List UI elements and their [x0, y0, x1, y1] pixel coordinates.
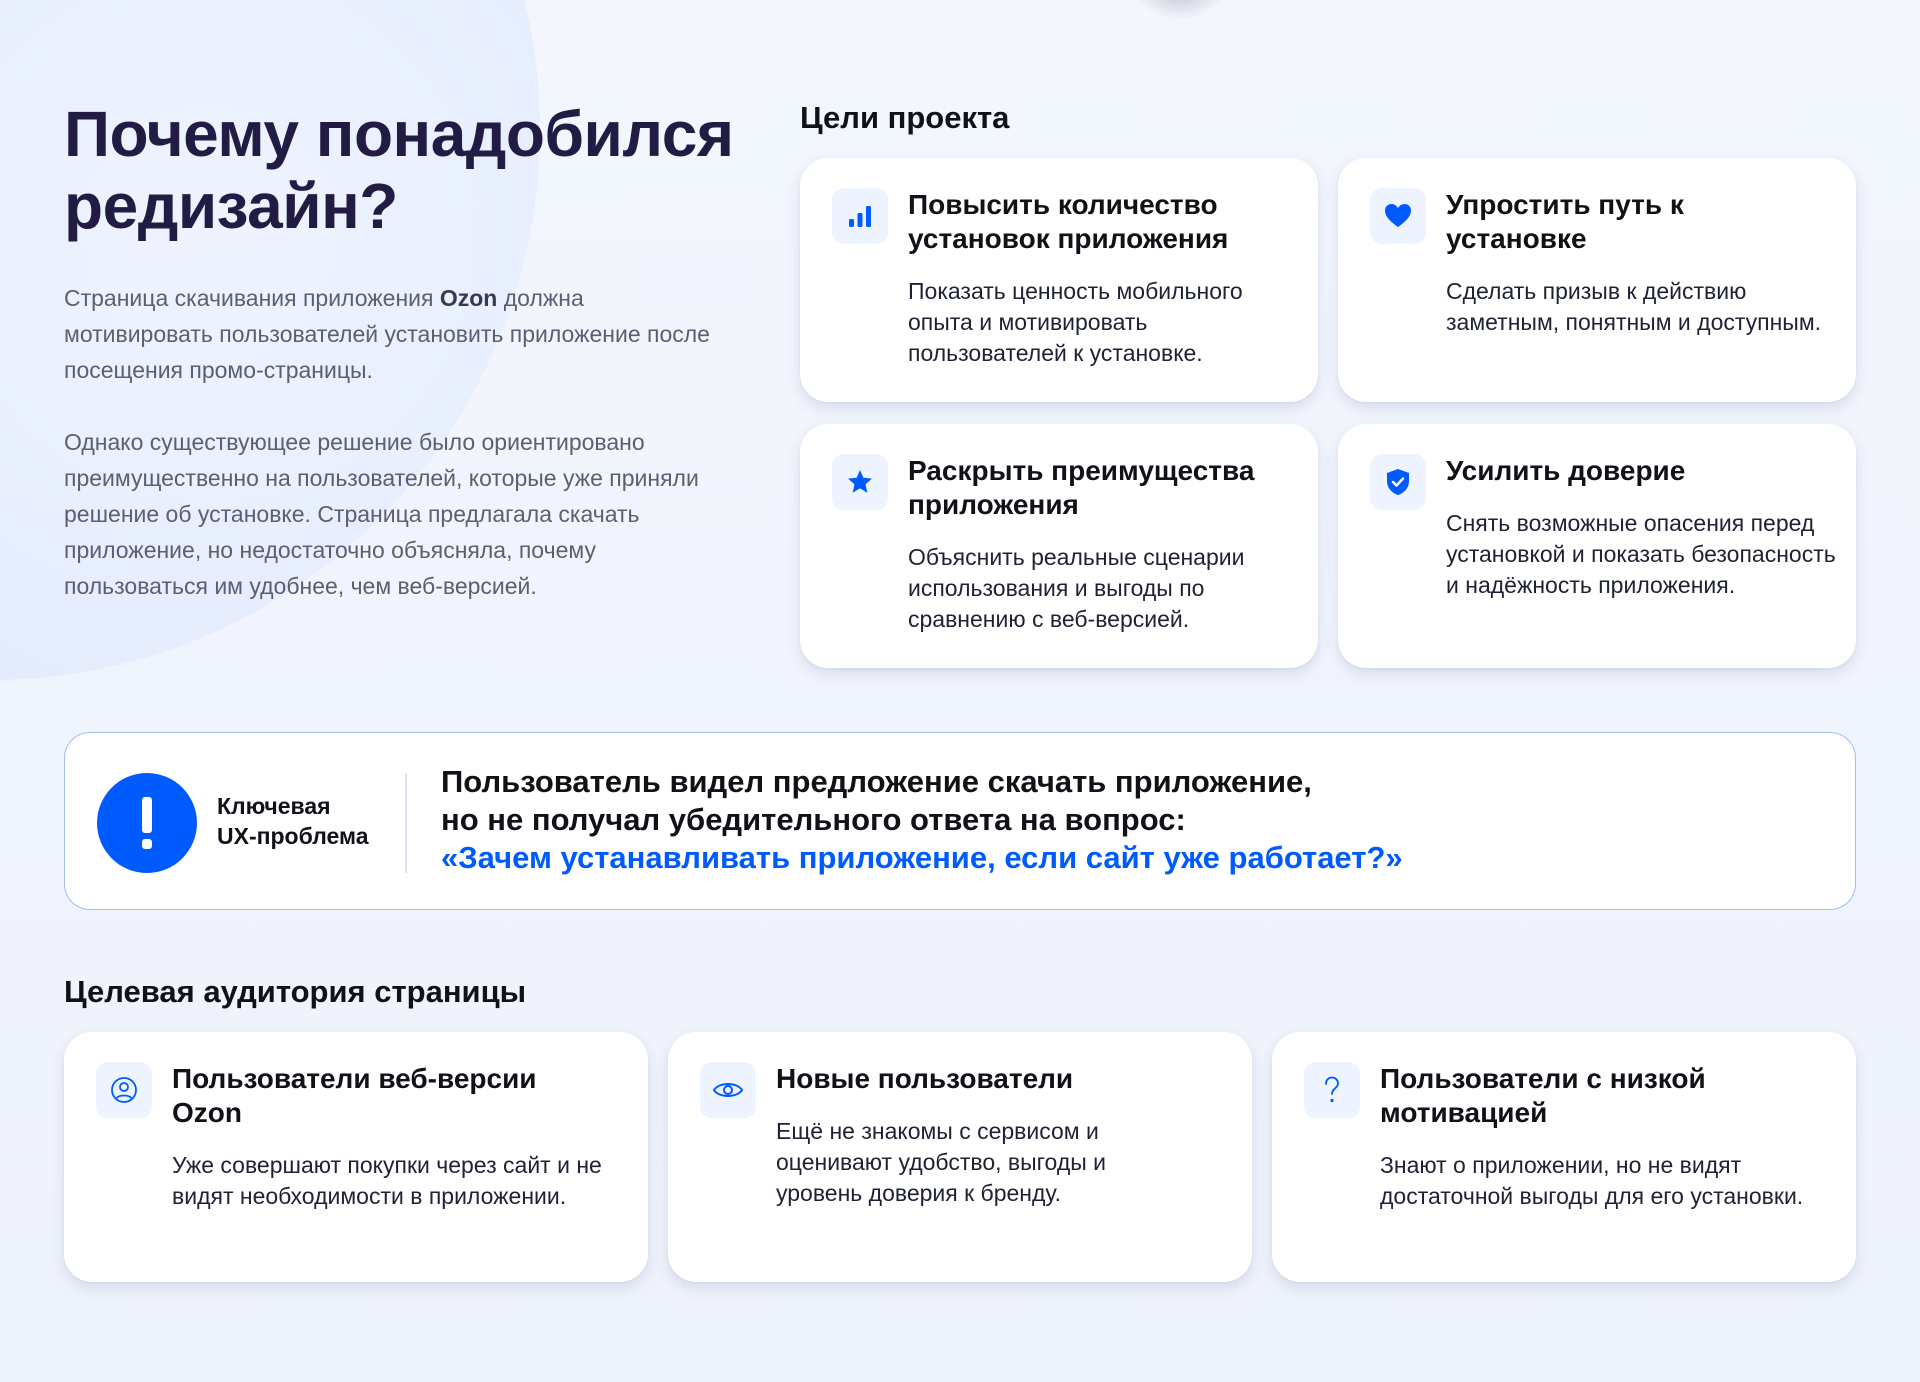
page-title [64, 98, 764, 242]
intro-paragraph: Однако существующее решение было ориентировано преимущественно на пользователей, которые уже приняли решение об установке. Страница предлагала скачать приложение, но недостаточно объясняла, почему пользоваться им удобнее, чем веб-версией. [64, 429, 699, 599]
audience-description: Ещё не знакомы с сервисом и оценивают удобство, выгоды и уровень доверия к бренду. [776, 1118, 1107, 1206]
intro-text [64, 280, 724, 604]
goal-card-simplify [1338, 158, 1856, 402]
audience-heading: Целевая аудитория страницы [64, 974, 527, 1009]
goal-card-installs [800, 158, 1318, 402]
intro-text-part: Страница скачивания приложения [64, 285, 440, 311]
page-title-line: редизайн? [64, 170, 398, 242]
problem-label [217, 791, 417, 851]
goal-description: Снять возможные опасения перед установкой и показать безопасность и надёжность приложения. [1446, 510, 1836, 598]
audience-card-web-users [64, 1032, 648, 1282]
intro-text-part: должна мотивировать пользователей установить приложение после посещения промо-страницы. [64, 285, 710, 383]
exclamation-icon [97, 773, 197, 873]
goal-title: Усилить доверие [1446, 455, 1686, 486]
problem-statement [441, 763, 1821, 877]
goal-title: Повысить количество установок приложения [908, 189, 1229, 254]
intro-paragraph [64, 280, 724, 388]
goal-description: Показать ценность мобильного опыта и мотивировать пользователей к установке. [908, 278, 1243, 366]
goal-card-trust [1338, 424, 1856, 668]
goal-description: Сделать призыв к действию заметным, понятным и доступным. [1446, 278, 1822, 335]
user-icon [96, 1062, 152, 1118]
shield-check-icon [1370, 454, 1426, 510]
question-icon [1304, 1062, 1360, 1118]
goal-card-benefits [800, 424, 1318, 668]
audience-card-low-motivation [1272, 1032, 1856, 1282]
star-icon [832, 454, 888, 510]
goal-description: Объяснить реальные сценарии использования и выгоды по сравнению с веб-версией. [908, 544, 1245, 632]
goal-title: Раскрыть преимущества приложения [908, 455, 1255, 520]
problem-line: Пользователь видел предложение скачать приложение, [441, 764, 1312, 799]
audience-title: Пользователи с низкой мотивацией [1380, 1063, 1706, 1128]
problem-label-line: Ключевая [217, 793, 331, 819]
problem-question: «Зачем устанавливать приложение, если сайт уже работает?» [441, 840, 1403, 875]
goals-heading: Цели проекта [800, 100, 1010, 135]
brand-name: Ozon [439, 285, 498, 311]
problem-line: но не получал убедительного ответа на вопрос: [441, 802, 1186, 837]
heart-icon [1370, 188, 1426, 244]
eye-icon [700, 1062, 756, 1118]
key-ux-problem-banner [64, 732, 1856, 910]
divider [405, 773, 407, 873]
audience-title: Новые пользователи [776, 1063, 1074, 1094]
audience-description: Уже совершают покупки через сайт и не видят необходимости в приложении. [172, 1152, 602, 1209]
background-decoration [1130, 0, 1230, 20]
goal-title: Упростить путь к установке [1446, 189, 1684, 254]
problem-label-line: UX-проблема [217, 823, 369, 849]
bar-chart-icon [832, 188, 888, 244]
audience-title: Пользователи веб-версии Ozon [172, 1063, 537, 1128]
audience-card-new-users [668, 1032, 1252, 1282]
audience-description: Знают о приложении, но не видят достаточной выгоды для его установки. [1380, 1152, 1804, 1209]
page-title-line: Почему понадобился [64, 98, 734, 170]
